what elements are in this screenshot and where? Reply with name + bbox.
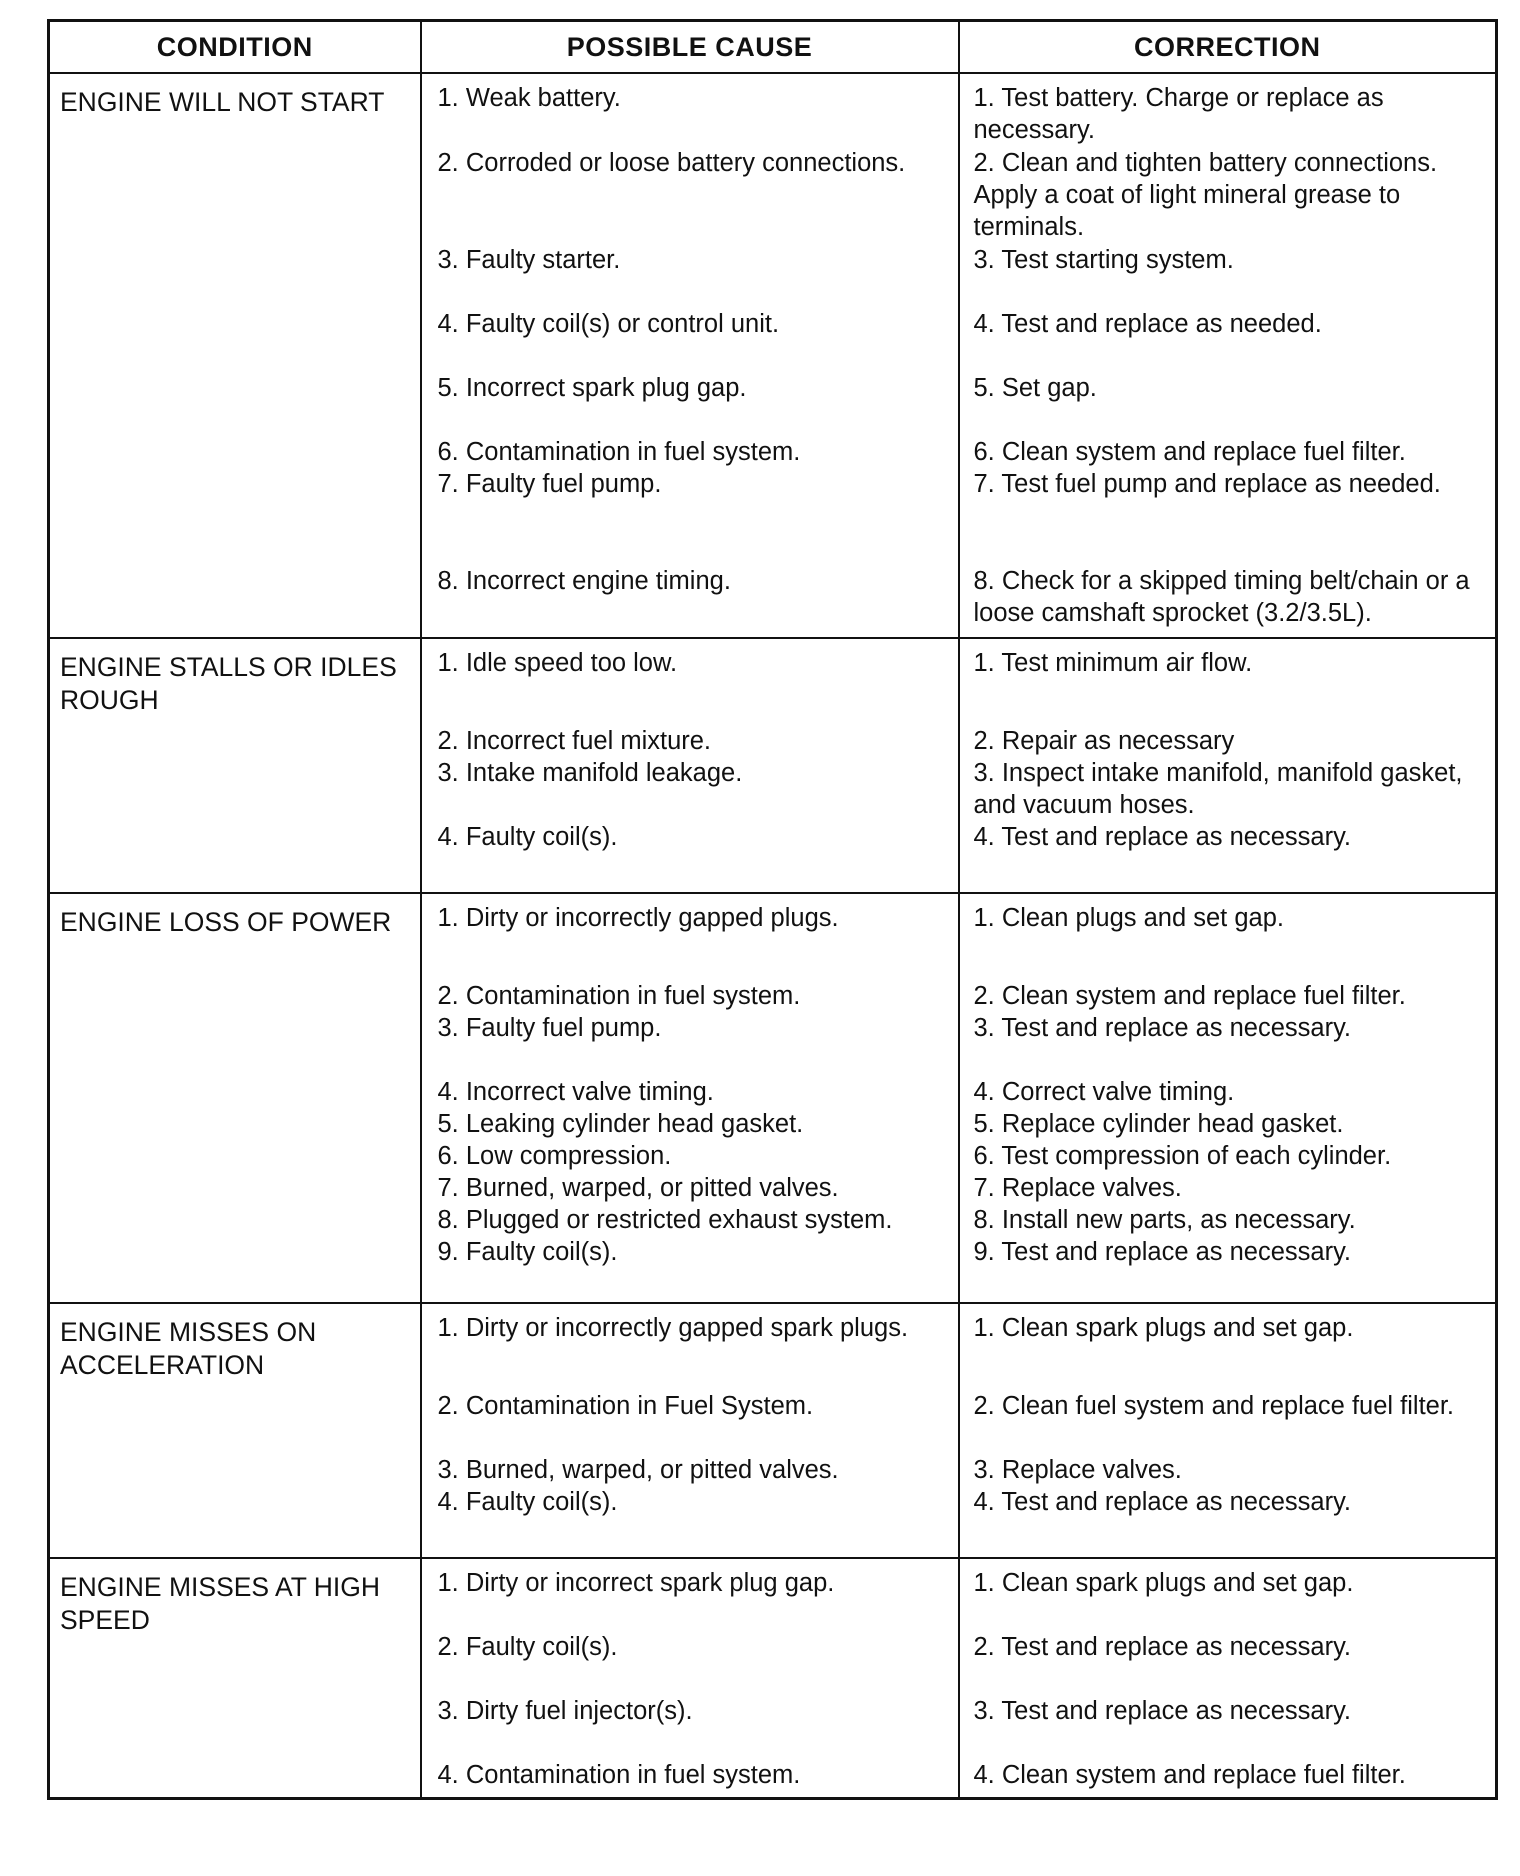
cause-cell [421, 73, 959, 638]
diagnosis-table [47, 19, 1498, 1800]
condition-cell: ENGINE LOSS OF POWER [49, 893, 421, 1303]
condition-cell: ENGINE STALLS OR IDLES ROUGH [49, 638, 421, 893]
cause-item: 1. Idle speed too low. [437, 649, 678, 677]
condition-cell: ENGINE MISSES AT HIGH SPEED [49, 1558, 421, 1798]
correction-item: 9. Test and replace as necessary. [973, 1238, 1352, 1266]
table-row [49, 638, 1497, 893]
table-row [49, 73, 1497, 638]
cause-item: 5. Leaking cylinder head gasket. [437, 1110, 804, 1138]
correction-item: 1. Clean spark plugs and set gap. [973, 1314, 1354, 1342]
correction-item: 8. Check for a skipped timing belt/chain or a loose camshaft sprocket (3.2/3.5L). [973, 567, 1470, 627]
cause-item: 7. Burned, warped, or pitted valves. [437, 1174, 839, 1202]
correction-item: 2. Repair as necessary [973, 727, 1235, 755]
cause-item: 2. Contamination in fuel system. [437, 982, 801, 1010]
cause-item: 2. Faulty coil(s). [437, 1633, 618, 1661]
correction-item: 7. Replace valves. [973, 1174, 1182, 1202]
correction-item: 5. Set gap. [973, 374, 1097, 402]
correction-cell [959, 73, 1497, 638]
correction-item: 4. Clean system and replace fuel filter. [973, 1761, 1406, 1789]
table-row [49, 1303, 1497, 1558]
correction-item: 1. Clean plugs and set gap. [973, 904, 1284, 932]
correction-item: 3. Test and replace as necessary. [973, 1697, 1352, 1725]
cause-item: 3. Burned, warped, or pitted valves. [437, 1456, 839, 1484]
header-condition: CONDITION [49, 21, 421, 74]
correction-item: 3. Inspect intake manifold, manifold gasket, and vacuum hoses. [973, 759, 1463, 819]
correction-item: 2. Test and replace as necessary. [973, 1633, 1352, 1661]
correction-item: 2. Clean system and replace fuel filter. [973, 982, 1406, 1010]
cause-item: 4. Faulty coil(s). [437, 1488, 618, 1516]
cause-item: 9. Faulty coil(s). [437, 1238, 618, 1266]
cause-item: 1. Dirty or incorrect spark plug gap. [437, 1569, 835, 1597]
cause-item: 1. Weak battery. [437, 84, 621, 112]
table-row [49, 893, 1497, 1303]
condition-cell: ENGINE MISSES ON ACCELERATION [49, 1303, 421, 1558]
cause-item: 3. Faulty starter. [437, 246, 621, 274]
cause-cell [421, 1558, 959, 1798]
header-row [49, 21, 1497, 74]
header-correction: CORRECTION [959, 21, 1497, 74]
cause-item: 1. Dirty or incorrectly gapped spark plugs. [437, 1314, 909, 1342]
cause-cell [421, 638, 959, 893]
correction-item: 3. Test starting system. [973, 246, 1234, 274]
correction-item: 4. Correct valve timing. [973, 1078, 1235, 1106]
correction-item: 6. Test compression of each cylinder. [973, 1142, 1392, 1170]
correction-cell [959, 1558, 1497, 1798]
table-row [49, 1558, 1497, 1798]
correction-item: 2. Clean fuel system and replace fuel filter. [973, 1392, 1455, 1420]
cause-item: 5. Incorrect spark plug gap. [437, 374, 747, 402]
cause-item: 6. Contamination in fuel system. [437, 438, 801, 466]
cause-cell [421, 893, 959, 1303]
cause-item: 7. Faulty fuel pump. [437, 470, 662, 498]
cause-item: 8. Incorrect engine timing. [437, 567, 731, 595]
condition-cell: ENGINE WILL NOT START [49, 73, 421, 638]
correction-item: 7. Test fuel pump and replace as needed. [973, 470, 1441, 498]
correction-cell [959, 638, 1497, 893]
cause-item: 3. Faulty fuel pump. [437, 1014, 662, 1042]
correction-item: 1. Clean spark plugs and set gap. [973, 1569, 1354, 1597]
correction-item: 1. Test battery. Charge or replace as necessary. [973, 84, 1384, 144]
correction-cell [959, 1303, 1497, 1558]
cause-item: 4. Faulty coil(s). [437, 823, 618, 851]
correction-item: 3. Test and replace as necessary. [973, 1014, 1352, 1042]
cause-item: 6. Low compression. [437, 1142, 672, 1170]
header-possible-cause: POSSIBLE CAUSE [421, 21, 959, 74]
cause-item: 4. Incorrect valve timing. [437, 1078, 714, 1106]
cause-item: 8. Plugged or restricted exhaust system. [437, 1206, 893, 1234]
cause-item: 3. Intake manifold leakage. [437, 759, 743, 787]
cause-item: 1. Dirty or incorrectly gapped plugs. [437, 904, 839, 932]
correction-item: 6. Clean system and replace fuel filter. [973, 438, 1406, 466]
cause-item: 2. Corroded or loose battery connections. [437, 149, 906, 177]
correction-item: 4. Test and replace as necessary. [973, 1488, 1352, 1516]
cause-item: 2. Incorrect fuel mixture. [437, 727, 712, 755]
correction-item: 4. Test and replace as necessary. [973, 823, 1352, 851]
correction-item: 1. Test minimum air flow. [973, 649, 1253, 677]
cause-item: 4. Contamination in fuel system. [437, 1761, 801, 1789]
cause-item: 4. Faulty coil(s) or control unit. [437, 310, 780, 338]
cause-item: 2. Contamination in Fuel System. [437, 1392, 814, 1420]
correction-item: 8. Install new parts, as necessary. [973, 1206, 1356, 1234]
correction-item: 3. Replace valves. [973, 1456, 1182, 1484]
cause-item: 3. Dirty fuel injector(s). [437, 1697, 693, 1725]
correction-item: 2. Clean and tighten battery connections. Apply a coat of light mineral grease to terminals. [973, 149, 1438, 241]
correction-cell [959, 893, 1497, 1303]
correction-item: 5. Replace cylinder head gasket. [973, 1110, 1344, 1138]
cause-cell [421, 1303, 959, 1558]
correction-item: 4. Test and replace as needed. [973, 310, 1322, 338]
